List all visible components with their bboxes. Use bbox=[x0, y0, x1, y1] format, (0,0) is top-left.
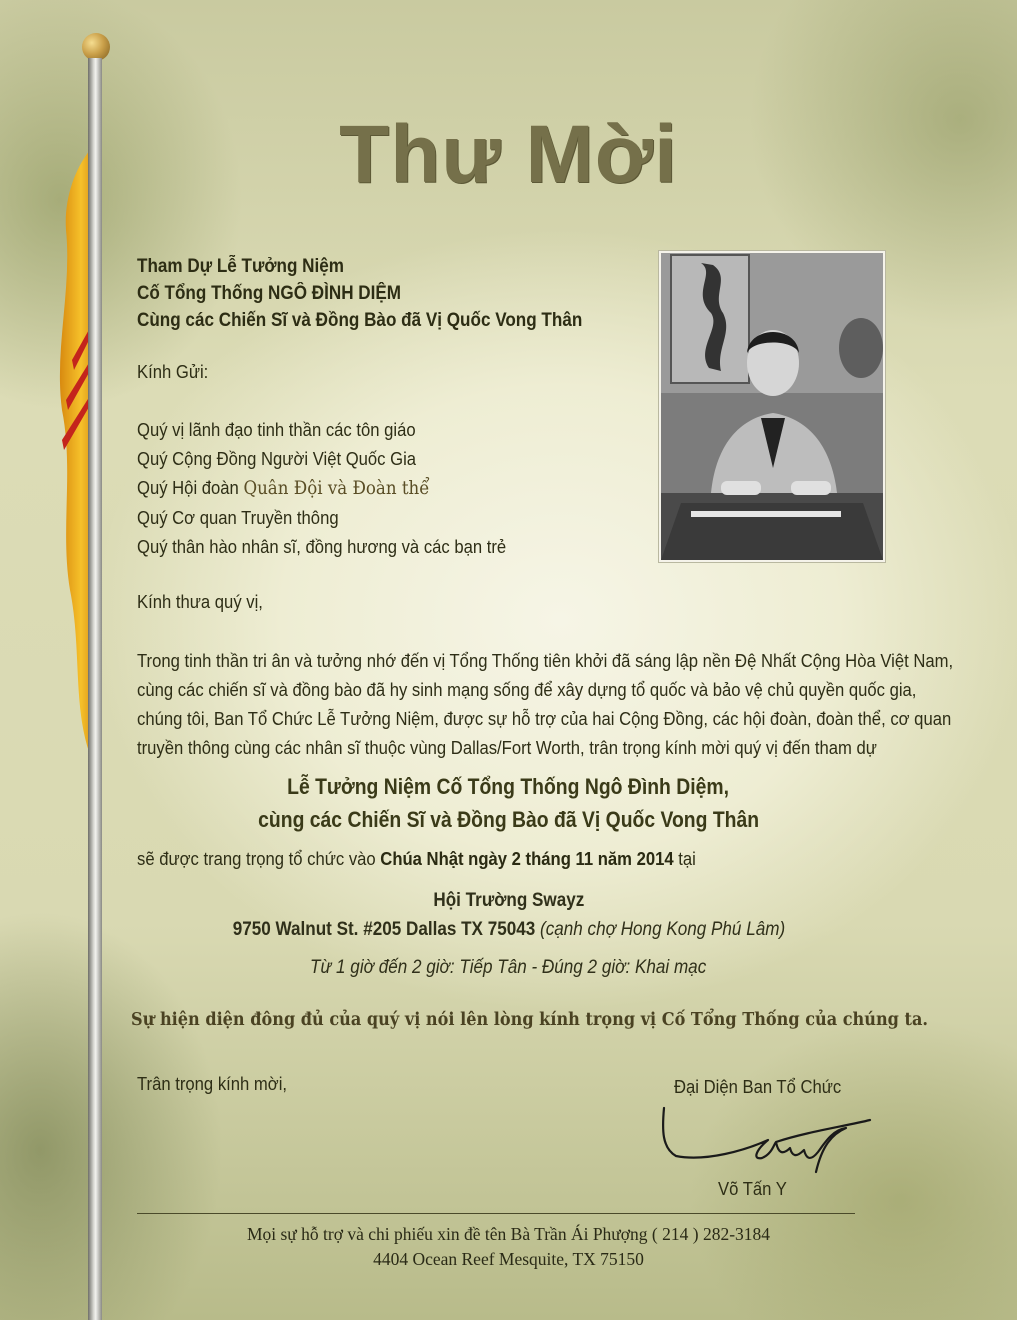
heading-line-2: Cố Tổng Thống NGÔ ĐÌNH DIỆM bbox=[137, 283, 402, 304]
salutation: Kính thưa quý vị, bbox=[137, 591, 263, 612]
recipient-military-groups: Quân Đội và Đoàn thể bbox=[243, 478, 430, 499]
portrait-photo-graphic bbox=[661, 253, 883, 560]
footer-address-line: 4404 Ocean Reef Mesquite, TX 75150 bbox=[373, 1249, 644, 1269]
venue-name: Hội Trường Swayz bbox=[433, 890, 584, 911]
flagpole-finial bbox=[82, 33, 110, 61]
date-prefix: sẽ được trang trọng tổ chức vào bbox=[137, 848, 381, 869]
venue-block bbox=[0, 886, 1017, 944]
heading-line-1: Tham Dự Lễ Tưởng Niệm bbox=[137, 256, 344, 277]
venue-address-line bbox=[232, 915, 784, 944]
event-date: Chúa Nhật ngày 2 tháng 11 năm 2014 bbox=[380, 848, 674, 869]
footer-divider bbox=[137, 1213, 855, 1214]
footer-donation-line: Mọi sự hỗ trợ và chi phiếu xin đề tên Bà Trần Ái Phượng ( 214 ) 282-3184 bbox=[246, 1224, 771, 1244]
presence-statement: Sự hiện diện đông đủ của quý vị nói lên lòng kính trọng vị Cố Tổng Thống của chúng ta. bbox=[131, 1010, 929, 1030]
recipient-item: Quý vị lãnh đạo tinh thần các tôn giáo bbox=[137, 419, 416, 440]
closing: Trân trọng kính mời, bbox=[137, 1073, 288, 1094]
footer bbox=[0, 1222, 1017, 1272]
signature-image bbox=[656, 1100, 876, 1180]
invitation-paragraph bbox=[137, 646, 953, 762]
organizer-representative: Đại Diện Ban Tổ Chức bbox=[674, 1076, 842, 1097]
recipient-list bbox=[137, 415, 506, 561]
paragraph-line: Trong tinh thần tri ân và tưởng nhớ đến vị Tổng Thống tiên khởi đã sáng lập nền Đệ Nhất Cộng Hòa Việt Nam, bbox=[137, 650, 954, 671]
recipient-prefix: Quý Hội đoàn bbox=[137, 477, 244, 498]
flagpole bbox=[88, 58, 102, 1320]
paragraph-line: cùng các chiến sĩ và đồng bào đã hy sinh mạng sống để xây dựng tổ quốc và bảo vệ chủ quyền quốc gia, bbox=[137, 679, 917, 700]
page-title: Thư Mời bbox=[339, 109, 678, 200]
event-title bbox=[0, 770, 1017, 836]
portrait-photo bbox=[659, 251, 885, 562]
invitation-heading bbox=[137, 253, 632, 334]
schedule: Từ 1 giờ đến 2 giờ: Tiếp Tân - Đúng 2 giờ: Khai mạc bbox=[310, 957, 707, 978]
schedule-block bbox=[0, 957, 1017, 979]
date-suffix: tại bbox=[673, 848, 696, 869]
recipient-item: Quý Cơ quan Truyền thông bbox=[137, 507, 339, 528]
signer-name: Võ Tấn Y bbox=[718, 1178, 787, 1199]
recipient-item: Quý thân hào nhân sĩ, đồng hương và các bạn trẻ bbox=[137, 536, 507, 557]
venue-address: 9750 Walnut St. #205 Dallas TX 75043 bbox=[232, 919, 535, 940]
paragraph-line: chúng tôi, Ban Tổ Chức Lễ Tưởng Niệm, được sự hỗ trợ của hai Cộng Đồng, các hội đoàn, đoàn thể, cơ quan bbox=[137, 708, 952, 729]
event-title-line-2: cùng các Chiến Sĩ và Đồng Bào đã Vị Quốc Vong Thân bbox=[258, 807, 759, 832]
venue-note: (cạnh chợ Hong Kong Phú Lâm) bbox=[539, 919, 785, 940]
recipient-item bbox=[137, 473, 506, 503]
paragraph-line: truyền thông cùng các nhân sĩ thuộc vùng Dallas/Fort Worth, trân trọng kính mời quý vị đến tham dự bbox=[137, 737, 877, 758]
heading-line-3: Cùng các Chiến Sĩ và Đồng Bào đã Vị Quốc Vong Thân bbox=[137, 310, 583, 331]
recipient-item: Quý Cộng Đồng Người Việt Quốc Gia bbox=[137, 448, 417, 469]
event-date-line bbox=[137, 848, 696, 870]
greeting: Kính Gửi: bbox=[137, 361, 209, 382]
event-title-line-1: Lễ Tưởng Niệm Cố Tổng Thống Ngô Đình Diệm, bbox=[287, 774, 730, 799]
